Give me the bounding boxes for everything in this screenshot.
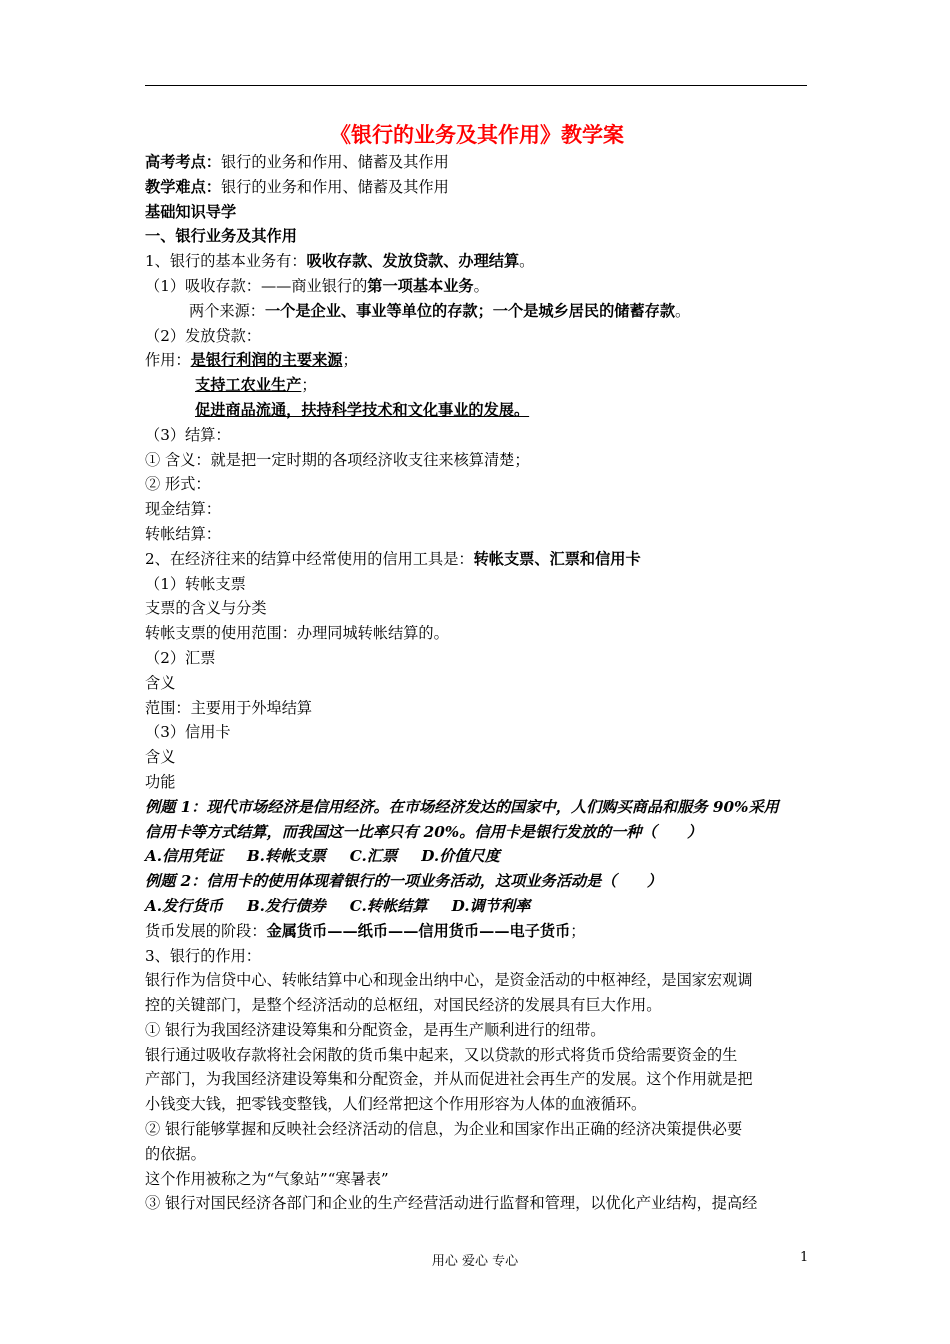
bank-role-point-1-text: 产部门，为我国经济建设筹集和分配资金，并从而促进社会再生产的发展。这个作用就是把 [145,1070,753,1089]
basic-business-prefix: 1、银行的基本业务有： [145,252,307,271]
header-rule [145,85,807,86]
example-2-option: C.转帐结算 [349,896,428,915]
money-stages-prefix: 货币发展的阶段： [145,921,267,940]
basic-business-suffix: 。 [519,252,535,271]
draft-meaning: 含义 [145,673,176,692]
loan-role-label: 作用： [145,351,191,370]
money-stages-line [145,919,809,944]
example-2-option: A.发行货币 [145,896,223,915]
bank-role-point-1-text: 银行通过吸收存款将社会闲散的货币集中起来，又以贷款的形式将货币贷给需要资金的生 [145,1045,738,1064]
bank-role-para-line: 银行作为信贷中心、转帐结算中心和现金出纳中心，是资金活动的中枢神经，是国家宏观调 [145,971,753,990]
section-guide-heading: 基础知识导学 [145,202,237,221]
cheque-heading: （1）转帐支票 [145,574,246,593]
deposit-bold: 第一项基本业务 [367,276,474,295]
footer-motto: 用心 爱心 专心 [431,1254,519,1269]
example-2-option: B.发行债券 [246,896,326,915]
draft-scope: 范围：主要用于外埠结算 [145,698,313,717]
loan-role-1-suffix: ； [342,351,358,370]
example-2-line-1: 例题 2：信用卡的使用体现着银行的一项业务活动，这项业务活动是（ ） [145,872,663,891]
bank-role-point-3: ③ 银行对国民经济各部门和企业的生产经营活动进行监督和管理，以优化产业结构，提高经 [145,1194,758,1213]
example-1-options [145,844,809,869]
exam-point-line [145,150,809,175]
difficulty-text: 银行的业务和作用、储蓄及其作用 [220,177,449,196]
page-number: 1 [800,1250,809,1265]
settlement-cash: 现金结算： [145,500,221,519]
example-1-option: D.价值尺度 [421,847,500,866]
settlement-meaning: ① 含义：就是把一定时期的各项经济收支往来核算清楚； [145,450,530,469]
loan-role-line-2 [145,373,809,398]
bank-role-point-2-text: 这个作用被称之为“气象站”“寒暑表” [145,1169,389,1188]
credit-tools-prefix: 2、在经济往来的结算中经常使用的信用工具是： [145,549,474,568]
credit-tools-line [145,547,809,572]
example-2-options [145,894,809,919]
loan-role-3: 促进商品流通，扶持科学技术和文化事业的发展。 [195,400,530,419]
example-1-option: B.转帐支票 [246,847,326,866]
bank-role-para-line: 控的关键部门，是整个经济活动的总枢纽，对国民经济的发展具有巨大作用。 [145,996,662,1015]
deposit-sources-bold: 一个是企业、事业等单位的存款；一个是城乡居民的储蓄存款 [264,301,675,320]
card-heading: （3）信用卡 [145,723,231,742]
deposit-suffix: 。 [473,276,489,295]
bank-role-point-2-text: 的依据。 [145,1144,206,1163]
cheque-meaning: 支票的含义与分类 [145,599,267,618]
loan-role-2-suffix: ； [301,376,317,395]
loan-heading: （2）发放贷款： [145,326,261,345]
example-2-option: D.调节利率 [451,896,531,915]
basic-business-bold: 吸收存款、发放贷款、办理结算 [306,252,520,271]
page-footer [0,1250,950,1270]
loan-role-line-1 [145,348,809,373]
exam-point-label: 高考考点： [145,153,221,171]
document-title: 《银行的业务及其作用》教学案 [330,122,624,147]
example-1-option: A.信用凭证 [145,847,223,866]
bank-role-point-1-text: 小钱变大钱，把零钱变整钱，人们经常把这个作用形容为人体的血液循环。 [145,1095,647,1114]
section-one-heading: 一、银行业务及其作用 [145,227,297,246]
document-body [145,120,809,1216]
deposit-line [145,274,809,299]
money-stages-bold: 金属货币——纸币——信用货币——电子货币 [266,921,571,940]
card-meaning: 含义 [145,748,176,767]
loan-role-1: 是银行利润的主要来源 [190,351,343,370]
settlement-heading: （3）结算： [145,425,231,444]
difficulty-line [145,175,809,200]
basic-business-line [145,249,809,274]
deposit-sources-prefix: 两个来源： [189,301,265,320]
cheque-scope: 转帐支票的使用范围：办理同城转帐结算的。 [145,624,449,643]
settlement-forms: ② 形式： [145,475,211,494]
example-1-line-2: 信用卡等方式结算，而我国这一比率只有 20%。信用卡是银行发放的一种（ ） [145,822,703,841]
bank-role-heading: 3、银行的作用： [145,946,261,965]
deposit-sources-suffix: 。 [675,301,691,320]
bank-role-point-1: ① 银行为我国经济建设筹集和分配资金，是再生产顺利进行的纽带。 [145,1020,606,1039]
money-stages-suffix: ； [570,921,586,940]
exam-point-text: 银行的业务和作用、储蓄及其作用 [220,153,449,171]
settlement-transfer: 转帐结算： [145,524,221,543]
loan-role-line-3 [145,398,809,423]
bank-role-point-2: ② 银行能够掌握和反映社会经济活动的信息，为企业和国家作出正确的经济决策提供必要 [145,1120,743,1139]
card-function: 功能 [145,772,176,791]
loan-role-2: 支持工农业生产 [195,376,302,395]
deposit-sources-line [145,299,809,324]
deposit-prefix: （1）吸收存款：——商业银行的 [145,276,368,295]
difficulty-label: 教学难点： [145,177,221,196]
draft-heading: （2）汇票 [145,648,216,667]
example-1-line-1: 例题 1：现代市场经济是信用经济。在市场经济发达的国家中，人们购买商品和服务 90%采用 [145,797,779,816]
example-1-option: C.汇票 [349,847,398,866]
credit-tools-bold: 转帐支票、汇票和信用卡 [473,549,641,568]
